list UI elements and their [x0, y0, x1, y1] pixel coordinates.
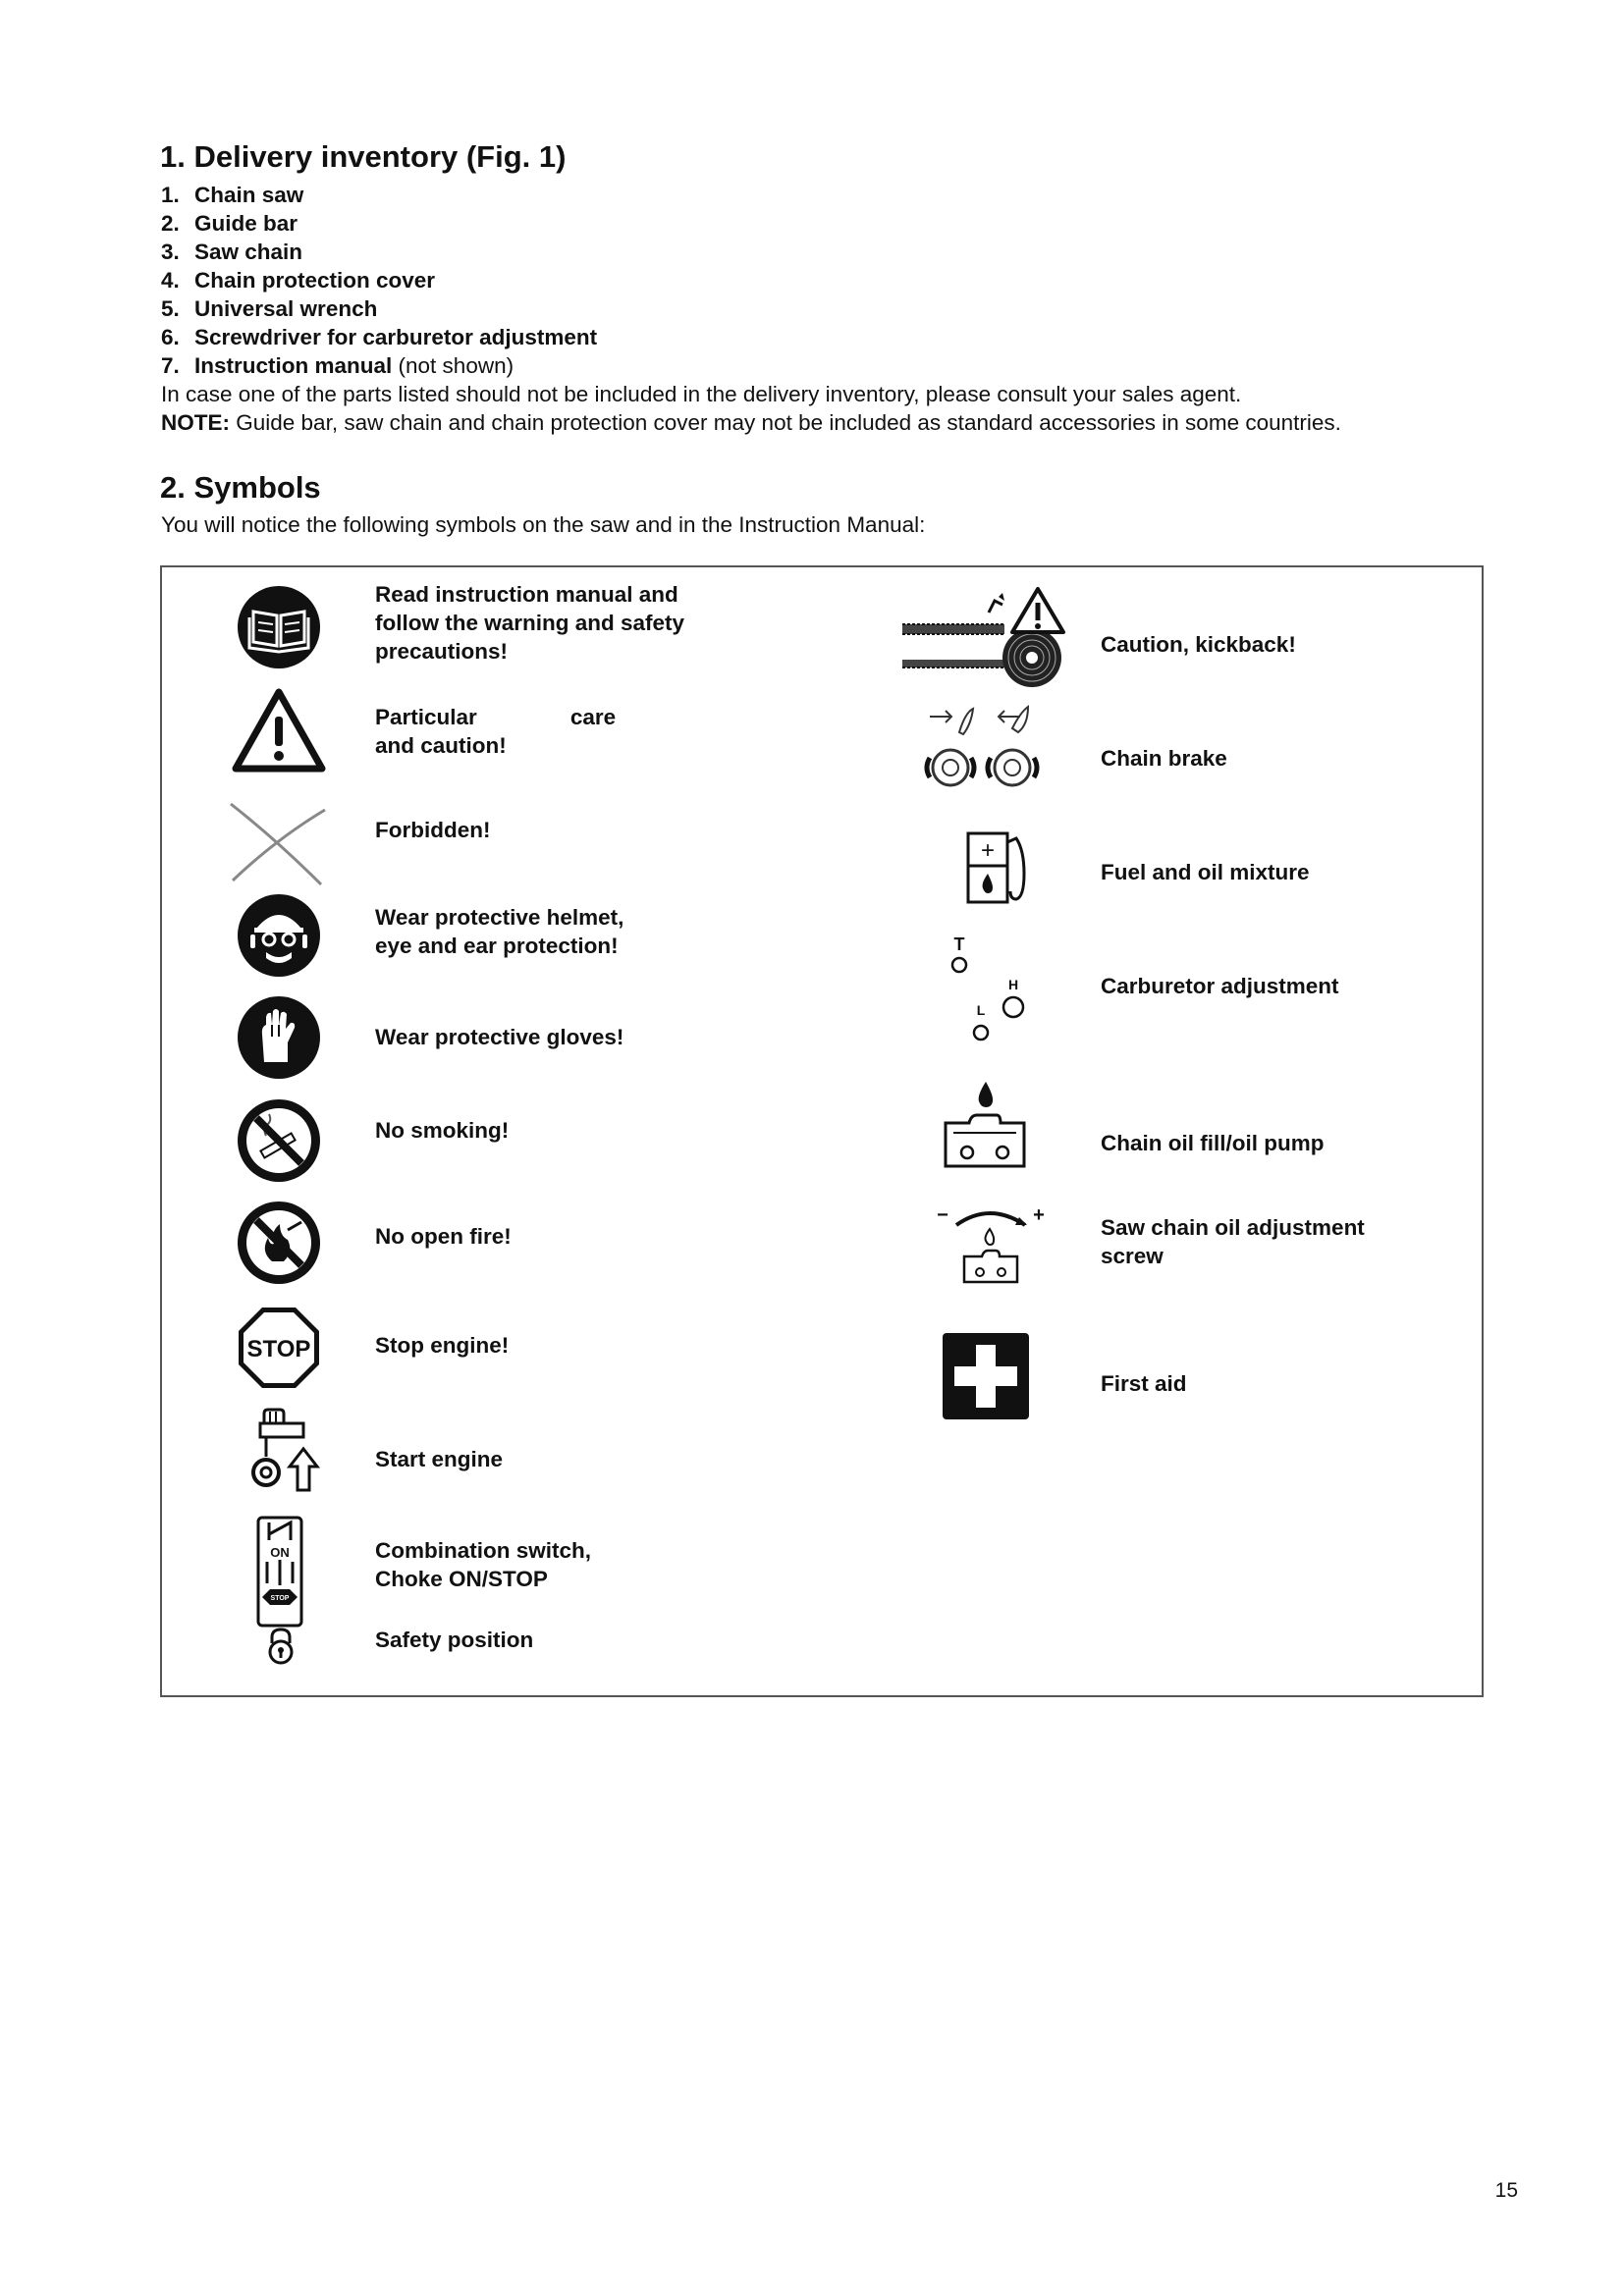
label-caution: Particular care and caution! — [375, 705, 617, 758]
carburetor-adjust-icon — [945, 933, 1033, 1046]
label-read-manual: Read instruction manual and follow the warning and safety precautions! — [375, 582, 685, 664]
list-item: 6. Screwdriver for carburetor adjustment — [161, 325, 598, 349]
label-forbidden: Forbidden! — [375, 818, 491, 842]
label-no-fire: No open fire! — [375, 1224, 512, 1249]
warning-icon — [232, 687, 326, 774]
list-item: 5. Universal wrench — [161, 296, 378, 321]
svg-text:L: L — [976, 1002, 986, 1018]
svg-text:STOP: STOP — [270, 1595, 290, 1602]
label-oil-screw: Saw chain oil adjustment screw — [1101, 1215, 1365, 1268]
svg-text:H: H — [1007, 977, 1019, 992]
forbidden-icon — [227, 800, 330, 888]
label-kickback: Caution, kickback! — [1101, 632, 1296, 657]
label-chain-brake: Chain brake — [1101, 746, 1227, 771]
first-aid-icon — [943, 1333, 1029, 1419]
combination-switch-icon — [255, 1515, 304, 1630]
label-no-smoking: No smoking! — [375, 1118, 510, 1143]
label-stop-engine: Stop engine! — [375, 1333, 510, 1358]
inventory-note: NOTE: Guide bar, saw chain and chain protection cover may not be included as standard accessories in some countries. — [161, 410, 1341, 435]
stop-sign-icon — [237, 1306, 321, 1390]
list-item: 7. Instruction manual (not shown) — [161, 353, 514, 378]
list-item: 4. Chain protection cover — [161, 268, 436, 293]
label-combination-switch: Combination switch, Choke ON/STOP — [375, 1538, 592, 1591]
label-chain-oil: Chain oil fill/oil pump — [1101, 1131, 1325, 1155]
svg-text:T: T — [953, 934, 965, 954]
symbols-intro: You will notice the following symbols on the saw and in the Instruction Manual: — [161, 512, 926, 537]
stop-sign-text: STOP — [246, 1336, 311, 1362]
section1-heading: 1. Delivery inventory (Fig. 1) — [160, 139, 567, 174]
helmet-icon — [237, 893, 321, 978]
label-fuel: Fuel and oil mixture — [1101, 860, 1310, 884]
svg-text:+: + — [980, 837, 996, 864]
gloves-icon — [237, 995, 321, 1080]
label-carburetor: Carburetor adjustment — [1101, 974, 1339, 998]
section2-heading: 2. Symbols — [160, 470, 321, 505]
svg-text:−: − — [937, 1204, 948, 1226]
chain-oil-icon — [940, 1078, 1030, 1172]
label-first-aid: First aid — [1101, 1371, 1187, 1396]
no-fire-icon — [237, 1201, 321, 1285]
list-item: 1. Chain saw — [161, 183, 304, 207]
svg-text:+: + — [1033, 1204, 1045, 1226]
inventory-paragraph: In case one of the parts listed should not be included in the delivery inventory, please consult your sales agent. — [161, 382, 1242, 406]
label-safety-position: Safety position — [375, 1628, 534, 1652]
label-gloves: Wear protective gloves! — [375, 1025, 624, 1049]
book-icon — [237, 585, 321, 669]
fuel-pump-icon — [965, 830, 1034, 907]
kickback-icon — [900, 583, 1067, 693]
svg-text:ON: ON — [270, 1545, 290, 1560]
label-helmet: Wear protective helmet, eye and ear protection! — [375, 905, 624, 958]
no-smoking-icon — [237, 1098, 321, 1183]
label-start-engine: Start engine — [375, 1447, 504, 1471]
oil-adjust-screw-icon — [933, 1203, 1051, 1286]
list-item: 3. Saw chain — [161, 240, 303, 264]
start-engine-icon — [244, 1406, 323, 1496]
page-number: 15 — [1494, 2179, 1518, 2202]
list-item: 2. Guide bar — [161, 211, 298, 236]
chain-brake-icon — [918, 703, 1046, 791]
padlock-icon — [261, 1626, 300, 1665]
